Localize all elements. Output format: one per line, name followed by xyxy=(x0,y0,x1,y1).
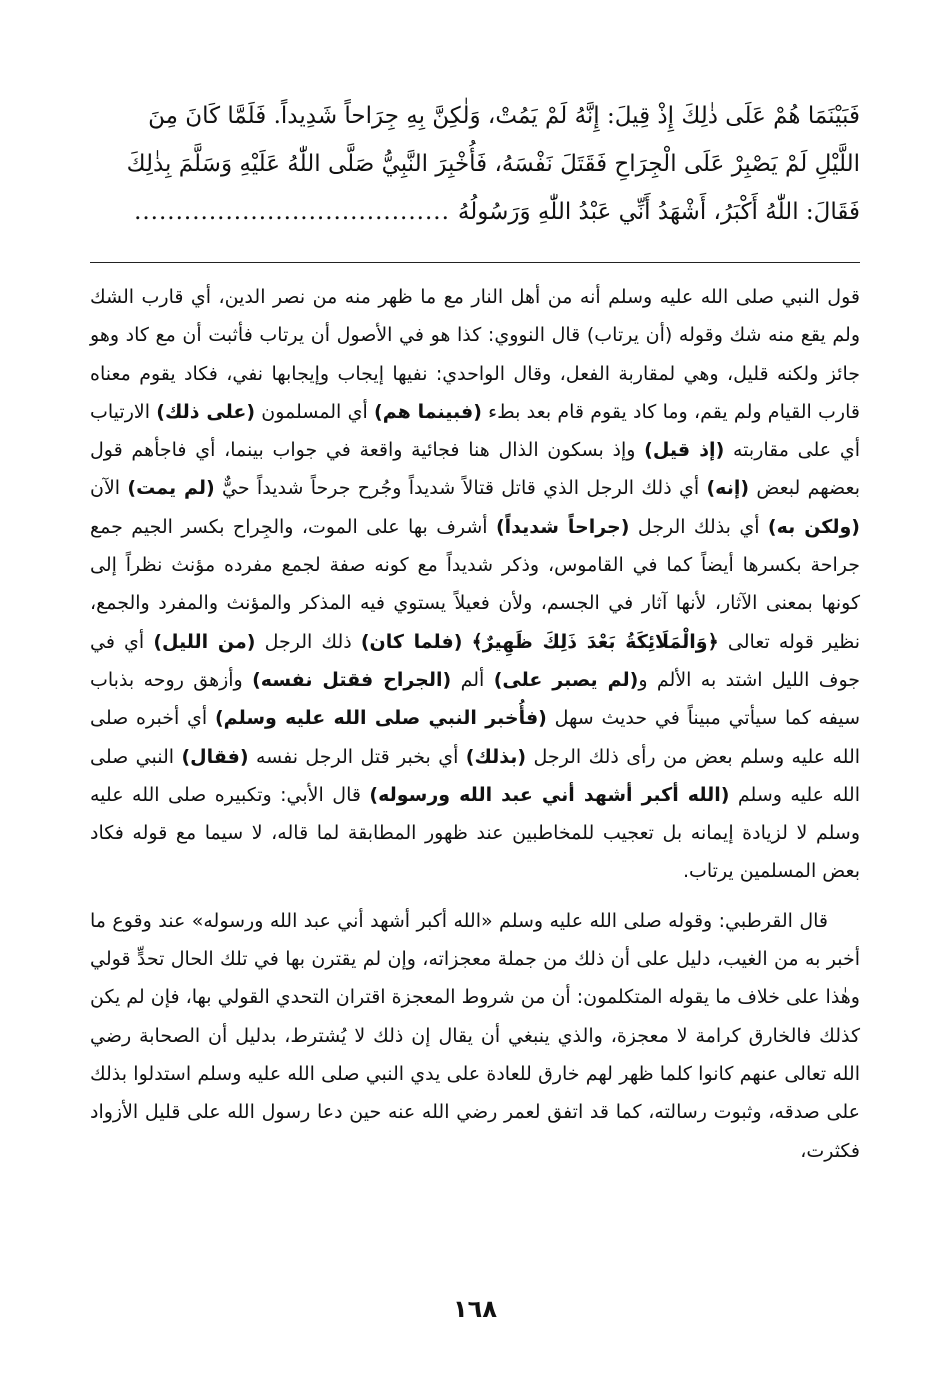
bold-quote: (ولكن به) xyxy=(767,515,860,538)
bold-quote: (الجراح فقتل نفسه) xyxy=(252,668,452,691)
bold-quote: (لم يصبر على) xyxy=(493,668,639,691)
commentary-text-run: ألم xyxy=(460,668,485,691)
commentary-text-run: الآن xyxy=(90,477,121,500)
hadith-text xyxy=(90,92,860,236)
book-page xyxy=(90,92,860,1342)
commentary-text-run: أي في جوف الليل اشتد به الألم و xyxy=(90,630,861,691)
quran-verse: ﴿وَالْمَلَائِكَةُ بَعْدَ ذَلِكَ ظَهِيرٌ﴾ xyxy=(471,630,719,653)
bold-quote: (فلما كان) xyxy=(360,630,463,653)
commentary-text-run: أي بخبر قتل الرجل نفسه xyxy=(255,745,459,768)
bold-quote: (الله أكبر أشهد أني عبد الله ورسوله) xyxy=(369,783,730,806)
bold-quote: (من الليل) xyxy=(153,630,256,653)
commentary-text-run: قول النبي صلى الله عليه وسلم أنه من أهل النار مع ما ظهر منه من نصر الدين، أي قارب الشك ولم يقع منه شك وقوله (أن يرتاب) قال النووي: كذا هو في الأصول أن يرتاب فأثبت أن مع كاد وهو جائز ولكنه قليل، وهي لمقاربة الفعل، وقال الواحدي: نفيها إيجاب وإيجابها نفي، فكاد يقوم معناه قارب القيام ولم يقم، وما كاد يقوم قام بعد بطء xyxy=(90,286,860,423)
hadith-line-2: اللَّيْلِ لَمْ يَصْبِرْ عَلَى الْجِرَاحِ فَقَتَلَ نَفْسَهُ، فَأُخْبِرَ النَّبِيُّ صَلَّى اللّٰهُ عَلَيْهِ وَسَلَّمَ بِذٰلِكَ xyxy=(126,151,860,177)
bold-quote: (فبينما هم) xyxy=(374,400,482,423)
bold-quote: (جراحاً شديداً) xyxy=(495,515,630,538)
bold-quote: (على ذلك) xyxy=(156,400,256,423)
commentary-text-run: أي بذلك الرجل xyxy=(637,515,760,538)
bold-quote: (إنه) xyxy=(706,477,750,500)
commentary-text xyxy=(90,278,860,1170)
hadith-line-1: فَبَيْنَمَا هُمْ عَلَى ذٰلِكَ إِذْ قِيلَ: إِنَّهُ لَمْ يَمُتْ، وَلٰكِنَّ بِهِ جِرَاحاً شَدِيداً. فَلَمَّا كَانَ مِنَ xyxy=(148,103,860,129)
bold-quote: (فأُخبر النبي صلى الله عليه وسلم) xyxy=(214,707,547,730)
bold-quote: (بذلك) xyxy=(465,745,527,768)
hadith-line-3-text: فَقَالَ: اللّٰهُ أَكْبَرُ، أَشْهَدُ أَنِّي عَبْدُ اللّٰهِ وَرَسُولُهُ xyxy=(457,199,860,225)
hadith-line-3 xyxy=(90,188,860,236)
commentary-text-run: ذلك الرجل xyxy=(264,630,352,653)
separator-rule xyxy=(90,262,860,263)
commentary-text-run: أي المسلمون xyxy=(261,400,368,423)
commentary-text-run: أي أخبره صلى الله عليه وسلم بعض من رأى ذلك الرجل xyxy=(90,707,861,768)
bold-quote: (لم يمت) xyxy=(127,477,215,500)
commentary-text-run: الارتياب أي على مقاربته xyxy=(90,400,860,462)
bold-quote: (إذ قيل) xyxy=(644,439,725,462)
page-number: ١٦٨ xyxy=(453,1295,497,1323)
continuation-dots: ...................................... xyxy=(134,199,450,225)
commentary-text-run: وإذ بسكون الذال هنا فجائية واقعة في جواب بينما، أي فاجأهم قول بعضهم لبعض xyxy=(90,439,860,500)
commentary-text-run: أشرف بها على الموت، والجِراح بكسر الجيم جمع جراحة بكسرها أيضاً كما في القاموس، وذكر شديداً مع كونه صفة لجمع مفرده مؤنث نظراً إلى كونها بمعنى الآثار، لأنها آثار في الجسم، ولأن فعيلاً يستوي فيه المذكر والمؤنث والمفرد والجمع، نظير قوله تعالى xyxy=(90,515,861,653)
commentary-paragraph-2: قال القرطبي: وقوله صلى الله عليه وسلم «الله أكبر أشهد أني عبد الله ورسوله» عند وقوع ما أخبر به من الغيب، دليل على أن ذلك من جملة معجزاته، وإن لم يقترن بها في تلك الحال تحدٍّ قولي وهٰذا على خلاف ما يقوله المتكلمون: أن من شروط المعجزة اقتران التحدي القولي بها، فإن لم يكن كذلك فالخارق كرامة لا معجزة، والذي ينبغي أن يقال إن ذلك لا يُشترط، بدليل أن الصحابة رضي الله تعالى عنهم كانوا كلما ظهر لهم خارق للعادة على يدي النبي صلى الله عليه وسلم استدلوا بذلك على صدقه، وثبوت رسالته، كما قد اتفق لعمر رضي الله عنه حين دعا رسول الله على قليل الأزواد فكثرت، xyxy=(90,909,860,1162)
commentary-text-run: قال الأبي: وتكبيره صلى الله عليه وسلم لا لزيادة إيمانه بل تعجيب للمخاطبين عند ظهور المطابقة لما قاله، لا سيما مع قوله فكاد بعض المسلمين يرتاب. xyxy=(90,783,860,883)
commentary-paragraph-1 xyxy=(90,278,860,891)
commentary-text-run: وأزهق روحه بذباب سيفه كما سيأتي مبيناً في حديث سهل xyxy=(90,668,861,730)
bold-quote: (فقال) xyxy=(181,745,249,768)
commentary-text-run: أي ذلك الرجل الذي قاتل قتالاً شديداً وجُرح جرحاً شديداً حيٌّ xyxy=(222,477,700,500)
commentary-text-run: النبي صلى الله عليه وسلم xyxy=(90,745,860,806)
